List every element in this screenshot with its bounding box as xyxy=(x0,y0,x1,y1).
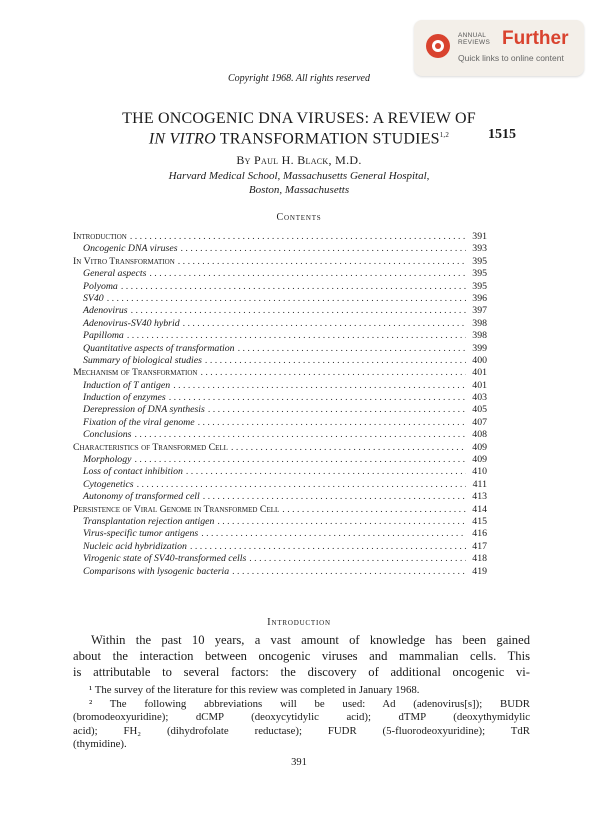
toc-entry[interactable] xyxy=(73,305,487,317)
toc-leader-dots xyxy=(134,454,466,466)
toc-entry-page: 395 xyxy=(472,280,487,292)
toc-entry-page: 411 xyxy=(472,478,487,490)
toc-entry[interactable] xyxy=(73,256,487,268)
toc-entry-page: 398 xyxy=(472,317,487,329)
toc-leader-dots xyxy=(121,281,466,293)
toc-entry-label: Autonomy of transformed cell xyxy=(83,491,200,503)
toc-leader-dots xyxy=(137,479,466,491)
toc-entry-page: 409 xyxy=(472,454,487,466)
toc-entry-label: Summary of biological studies xyxy=(83,354,202,366)
toc-entry[interactable] xyxy=(73,367,487,379)
toc-entry-label: In Vitro Transformation xyxy=(73,255,175,267)
toc-entry[interactable] xyxy=(73,355,487,367)
badge-subtitle: Quick links to online content xyxy=(458,53,564,63)
toc-entry[interactable] xyxy=(73,553,487,565)
toc-entry[interactable] xyxy=(73,417,487,429)
toc-entry[interactable] xyxy=(73,504,487,516)
toc-entry[interactable] xyxy=(73,541,487,553)
toc-entry[interactable] xyxy=(73,243,487,255)
toc-entry-label: Nucleic acid hybridization xyxy=(83,540,187,552)
toc-entry-page: 401 xyxy=(472,367,487,379)
toc-entry-label: Adenovirus xyxy=(83,305,128,317)
footnote-line: (thymidine). xyxy=(73,738,127,750)
toc-entry-page: 418 xyxy=(472,553,487,565)
toc-leader-dots xyxy=(130,231,466,243)
toc-entry[interactable] xyxy=(73,454,487,466)
footnote-line: ² The following abbreviations will be used: Ad (adenovirus[s]); BUDR xyxy=(89,697,530,710)
toc-entry-page: 393 xyxy=(472,243,487,255)
affiliation-line-1: Harvard Medical School, Massachusetts General Hospital, xyxy=(168,170,430,182)
section-heading: Introduction xyxy=(267,617,331,628)
toc-entry-label: Fixation of the viral genome xyxy=(83,416,195,428)
toc-entry-page: 405 xyxy=(472,404,487,416)
toc-entry-label: Mechanism of Transformation xyxy=(73,367,198,379)
toc-entry-page: 419 xyxy=(472,565,487,577)
toc-entry-page: 395 xyxy=(472,268,487,280)
toc-entry[interactable] xyxy=(73,281,487,293)
title-line-1: THE ONCOGENIC DNA VIRUSES: A REVIEW OF xyxy=(122,110,476,127)
toc-entry-label: Morphology xyxy=(83,454,132,466)
toc-leader-dots xyxy=(149,268,466,280)
body-paragraph xyxy=(73,632,530,680)
toc-entry-page: 399 xyxy=(472,342,487,354)
toc-leader-dots xyxy=(203,491,466,503)
affiliation-line-2: Boston, Massachusetts xyxy=(248,184,350,196)
toc-leader-dots xyxy=(190,541,466,553)
toc-entry[interactable] xyxy=(73,429,487,441)
toc-leader-dots xyxy=(232,566,466,578)
toc-entry[interactable] xyxy=(73,516,487,528)
toc-leader-dots xyxy=(186,466,466,478)
toc-entry-page: 395 xyxy=(472,255,487,267)
toc-entry-label: Quantitative aspects of transformation xyxy=(83,342,235,354)
toc-entry-page: 408 xyxy=(472,429,487,441)
further-label: Further xyxy=(502,28,569,49)
toc-entry-label: Loss of contact inhibition xyxy=(83,466,183,478)
toc-leader-dots xyxy=(131,305,466,317)
toc-entry-label: Papilloma xyxy=(83,330,124,342)
toc-entry-label: General aspects xyxy=(83,268,147,280)
toc-leader-dots xyxy=(200,367,466,379)
footnote-line: ¹ The survey of the literature for this review was completed in January 1968. xyxy=(89,684,420,696)
target-icon xyxy=(426,34,450,58)
toc-entry[interactable] xyxy=(73,442,487,454)
contents-heading: Contents xyxy=(276,212,322,223)
toc-entry-label: Transplantation rejection antigen xyxy=(83,515,215,527)
toc-entry-page: 401 xyxy=(472,379,487,391)
toc-entry[interactable] xyxy=(73,528,487,540)
toc-entry-label: Conclusions xyxy=(83,429,132,441)
toc-entry[interactable] xyxy=(73,330,487,342)
toc-entry-page: 410 xyxy=(472,466,487,478)
toc-entry[interactable] xyxy=(73,392,487,404)
page-number: 391 xyxy=(291,757,307,768)
body-line: is attributable to several factors: the discovery of additional oncogenic vi- xyxy=(73,665,530,679)
toc-entry-page: 416 xyxy=(472,528,487,540)
body-line: about the interaction between oncogenic viruses and mammalian cells. This xyxy=(73,649,530,663)
affiliation xyxy=(0,169,598,197)
title-footnote-marks: 1,2 xyxy=(439,131,450,139)
footnote-line: acid); FH₂ (dihydrofolate reductase); FUDR (5-fluorodeoxyuridine); TdR xyxy=(73,724,530,737)
toc-leader-dots xyxy=(134,429,466,441)
toc-leader-dots xyxy=(205,355,466,367)
toc-entry-label: Virus-specific tumor antigens xyxy=(83,528,199,540)
toc-entry-page: 403 xyxy=(472,392,487,404)
toc-leader-dots xyxy=(107,293,466,305)
toc-entry-label: Introduction xyxy=(73,231,127,242)
toc-entry[interactable] xyxy=(73,491,487,503)
toc-leader-dots xyxy=(217,516,466,528)
reviews-label: REVIEWS xyxy=(458,39,491,46)
footnote-line: (bromodeoxyuridine); dCMP (deoxycytidylic acid); dTMP (deoxythymidylic xyxy=(73,711,530,723)
body-line: Within the past 10 years, a vast amount of knowledge has been gained xyxy=(91,633,530,647)
toc-entry-label: Oncogenic DNA viruses xyxy=(83,243,178,255)
copyright-notice: Copyright 1968. All rights reserved xyxy=(228,73,370,84)
toc-leader-dots xyxy=(183,318,466,330)
toc-entry[interactable] xyxy=(73,479,487,491)
toc-leader-dots xyxy=(198,417,466,429)
title-italic-part: IN VITRO xyxy=(148,130,216,148)
toc-entry-label: Derepression of DNA synthesis xyxy=(83,404,205,416)
toc-leader-dots xyxy=(231,442,466,454)
toc-leader-dots xyxy=(127,330,466,342)
toc-entry-page: 407 xyxy=(472,416,487,428)
annual-label: ANNUAL xyxy=(458,32,487,39)
toc-entry[interactable] xyxy=(73,343,487,355)
toc-entry-label: SV40 xyxy=(83,292,104,304)
author-line: By Paul H. Black, M.D. xyxy=(236,153,362,167)
toc-entry-label: Comparisons with lysogenic bacteria xyxy=(83,565,230,577)
toc-entry-label: Persistence of Viral Genome in Transformed Cell xyxy=(73,503,280,515)
toc-entry-page: 414 xyxy=(472,503,487,515)
toc-entry-page: 391 xyxy=(472,231,487,242)
toc-leader-dots xyxy=(208,404,466,416)
toc-leader-dots xyxy=(282,504,466,516)
toc-entry[interactable] xyxy=(73,380,487,392)
toc-leader-dots xyxy=(238,343,466,355)
toc-entry-page: 417 xyxy=(472,540,487,552)
toc-entry-label: Induction of T antigen xyxy=(83,379,171,391)
toc-entry[interactable] xyxy=(73,318,487,330)
toc-entry[interactable] xyxy=(73,466,487,478)
toc-leader-dots xyxy=(178,256,466,268)
toc-entry[interactable] xyxy=(73,231,487,243)
toc-entry-label: Virogenic state of SV40-transformed cells xyxy=(83,553,247,565)
toc-entry[interactable] xyxy=(73,404,487,416)
toc-entry-page: 400 xyxy=(472,354,487,366)
side-number: 1515 xyxy=(488,127,516,142)
toc-entry-page: 409 xyxy=(472,441,487,453)
toc-entry-label: Adenovirus-SV40 hybrid xyxy=(83,317,180,329)
toc-entry[interactable] xyxy=(73,293,487,305)
footnotes xyxy=(73,684,530,752)
title-line-2-rest: TRANSFORMATION STUDIES xyxy=(215,130,440,148)
toc-entry-label: Polyoma xyxy=(83,280,118,292)
toc-entry-page: 413 xyxy=(472,491,487,503)
toc-leader-dots xyxy=(249,553,466,565)
toc-entry-page: 396 xyxy=(472,292,487,304)
toc-entry-page: 398 xyxy=(472,330,487,342)
toc-entry[interactable] xyxy=(73,566,487,578)
toc-entry-page: 415 xyxy=(472,515,487,527)
toc-leader-dots xyxy=(181,243,466,255)
toc-leader-dots xyxy=(201,528,466,540)
toc-leader-dots xyxy=(169,392,466,404)
toc-entry[interactable] xyxy=(73,268,487,280)
table-of-contents xyxy=(73,231,487,578)
annual-reviews-logo-text xyxy=(458,32,498,46)
toc-leader-dots xyxy=(173,380,466,392)
toc-entry-label: Characteristics of Transformed Cell xyxy=(73,441,228,453)
toc-entry-label: Induction of enzymes xyxy=(83,392,166,404)
toc-entry-label: Cytogenetics xyxy=(83,478,134,490)
annual-reviews-further-badge[interactable] xyxy=(414,20,584,76)
toc-entry-page: 397 xyxy=(472,305,487,317)
